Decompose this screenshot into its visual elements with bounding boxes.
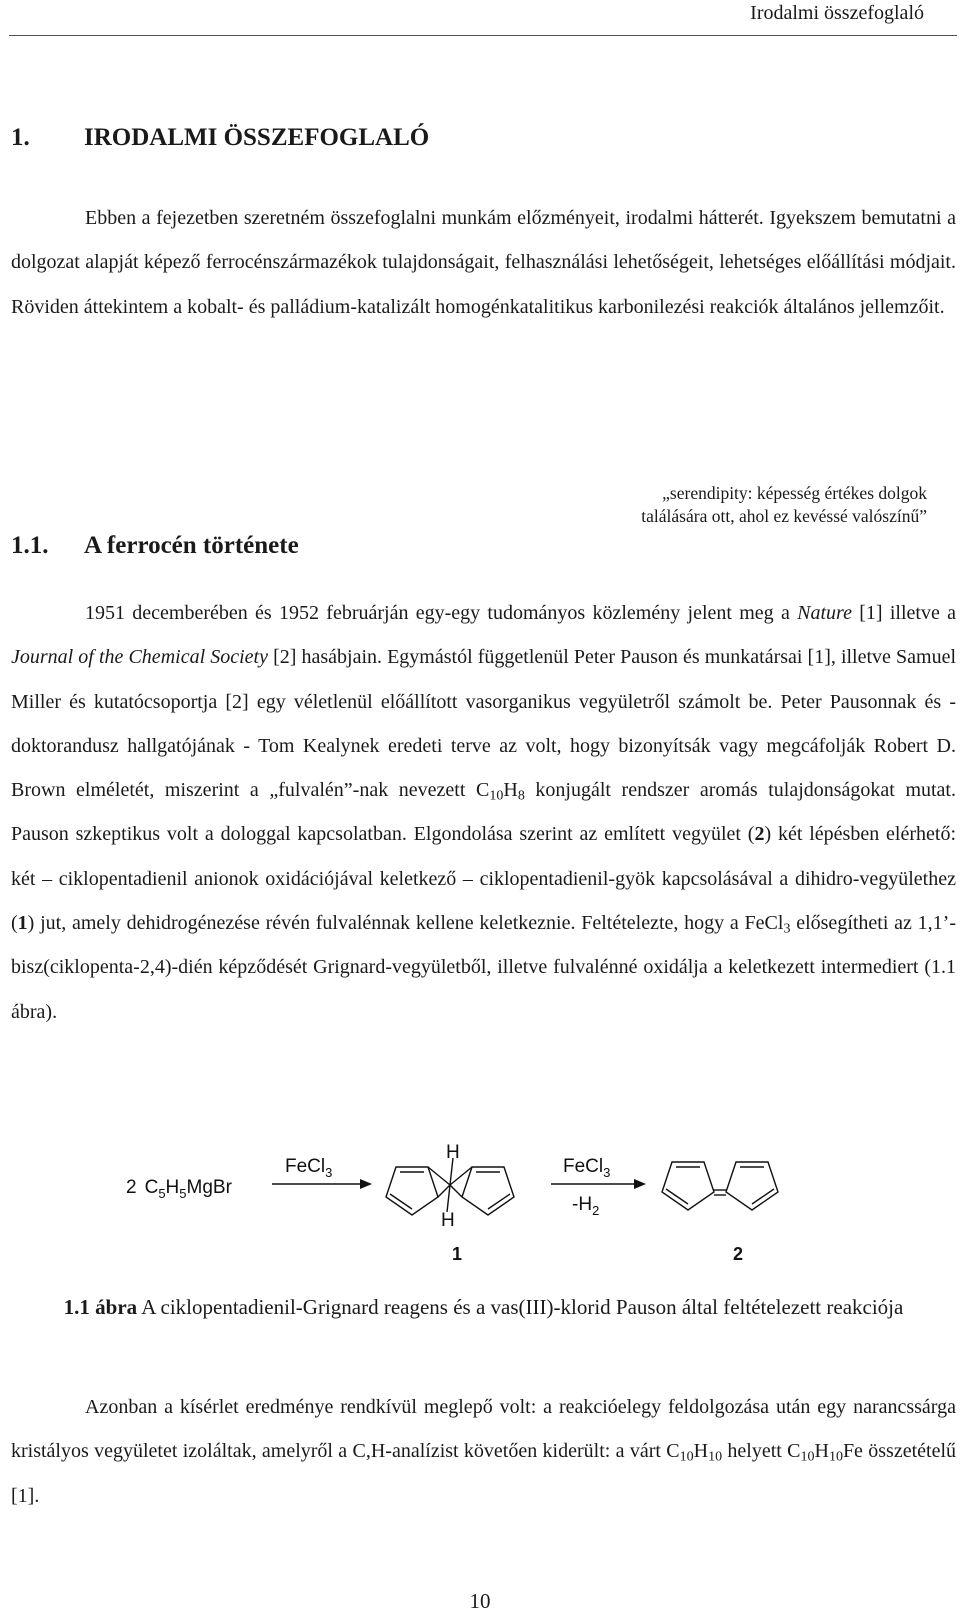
section-title: A ferrocén története <box>84 532 299 559</box>
arrow1-label: FeCl$_3$ <box>285 1156 333 1180</box>
section-heading <box>11 532 299 560</box>
bridge-bond-c <box>450 1185 462 1197</box>
history-paragraph <box>11 591 956 1034</box>
caption-label: 1.1 ábra <box>63 1295 138 1319</box>
dihydro-compound-structure <box>386 1158 514 1215</box>
chapter-number: 1. <box>11 124 30 151</box>
h-label-bottom: H <box>441 1210 455 1231</box>
arrowhead-2 <box>634 1179 646 1189</box>
reaction-scheme <box>120 1140 820 1275</box>
h-label-top: H <box>446 1142 460 1163</box>
reagent-label: 2 $C_5H_5MgBr$ <box>126 1177 232 1201</box>
epigraph-line-1: „serendipity: képesség értékes dolgok <box>662 483 927 503</box>
cp-ring-right <box>462 1167 514 1215</box>
h-bond-bottom <box>447 1185 450 1212</box>
compound-number-1: 1 <box>452 1244 463 1264</box>
caption-text: A ciklopentadienil-Grignard reagens és a vas(III)-klorid Pauson által feltételezett reakciója <box>141 1295 904 1319</box>
section-number: 1.1. <box>11 532 49 559</box>
journal-jcs: Journal of the Chemical Society <box>11 646 268 669</box>
fulvalene-ring-right <box>726 1162 778 1210</box>
closing-text: Azonban a kísérlet eredménye rendkívül meglepő volt: a reakcióelegy feldolgozása után egy narancssárga kristályos vegyületet izoláltak, amelyről a C,H-analízist követően kiderült: a várt $C_{10}H_{10}$ helyett $C_{10}H_{10}Fe$ összetételű [1]. <box>11 1396 957 1507</box>
fulvalene-structure <box>662 1162 778 1210</box>
reaction-scheme-svg <box>120 1140 820 1270</box>
header-rule <box>9 35 957 36</box>
arrow2-condition: $-H_2$ <box>572 1194 600 1218</box>
closing-paragraph <box>11 1385 956 1518</box>
fulvalene-ring-left <box>662 1162 714 1210</box>
intro-text: Ebben a fejezetben szeretném összefoglalni munkám előzményeit, irodalmi hátterét. Igyekszem bemutatni a dolgozat alapját képező ferrocénszármazékok tulajdonságait, felhasználási lehetőségeit, lehetséges előállítási módjait. Röviden áttekintem a kobalt- és palládium-katalizált homogénkatalitikus karbonilezési reakciók általános jellemzőit. <box>11 207 956 318</box>
compound-ref-1: 1 <box>17 912 28 935</box>
journal-nature: Nature <box>797 602 852 624</box>
chapter-heading <box>11 124 429 152</box>
chapter-title: IRODALMI ÖSSZEFOGLALÓ <box>84 124 430 151</box>
figure-caption <box>11 1285 956 1329</box>
arrow2-label: FeCl$_3$ <box>563 1156 611 1180</box>
running-head: Irodalmi összefoglaló <box>750 2 924 24</box>
arrowhead-1 <box>360 1179 372 1189</box>
epigraph-line-2: találására ott, ahol ez kevéssé valószínű” <box>641 506 927 526</box>
intro-paragraph <box>11 196 956 329</box>
epigraph <box>641 482 927 528</box>
compound-ref-2: 2 <box>754 823 765 846</box>
history-text: 1951 decemberében és 1952 februárján egy-egy tudományos közlemény jelent meg a Nature [1] illetve a Journal of the Chemical Society [2] hasábjain. Egymástól függetlenül Peter Pauson és munkatársai [1], illetve Samuel Miller és kutatócsoportja [2] egy véletlenül előállított vasorganikus vegyületről számolt be. Peter Pausonnak és - doktorandusz hallgatójának - Tom Kealynek eredeti terve az volt, hogy bizonyítsák vagy megcáfolják Robert D. Brown elméletét, miszerint a „fulvalén”-nak nevezett $C_{10}H_8$ konjugált rendszer aromás tulajdonságokat mutat. Pauson szkeptikus volt a dologgal kapcsolatban. Elgondolása szerint az említett vegyület (2) két lépésben elérhető: két – ciklopentadienil anionok oxidációjával keletkező – ciklopentadienil-gyök kapcsolásával a dihidro-vegyülethez (1) jut, amely dehidrogénezése révén fulvalénnak kellene keletkeznie. Feltételezte, hogy a FeCl$_3$ elősegítheti az 1,1’-bisz(ciklopenta-2,4)-dién képződését Grignard-vegyületből, illetve fulvalénné oxidálja a keletkezett intermediert (1.1 ábra). <box>11 602 957 1023</box>
compound-number-2: 2 <box>733 1244 744 1264</box>
page-number: 10 <box>469 1589 491 1613</box>
cp-ring-left <box>386 1167 438 1215</box>
